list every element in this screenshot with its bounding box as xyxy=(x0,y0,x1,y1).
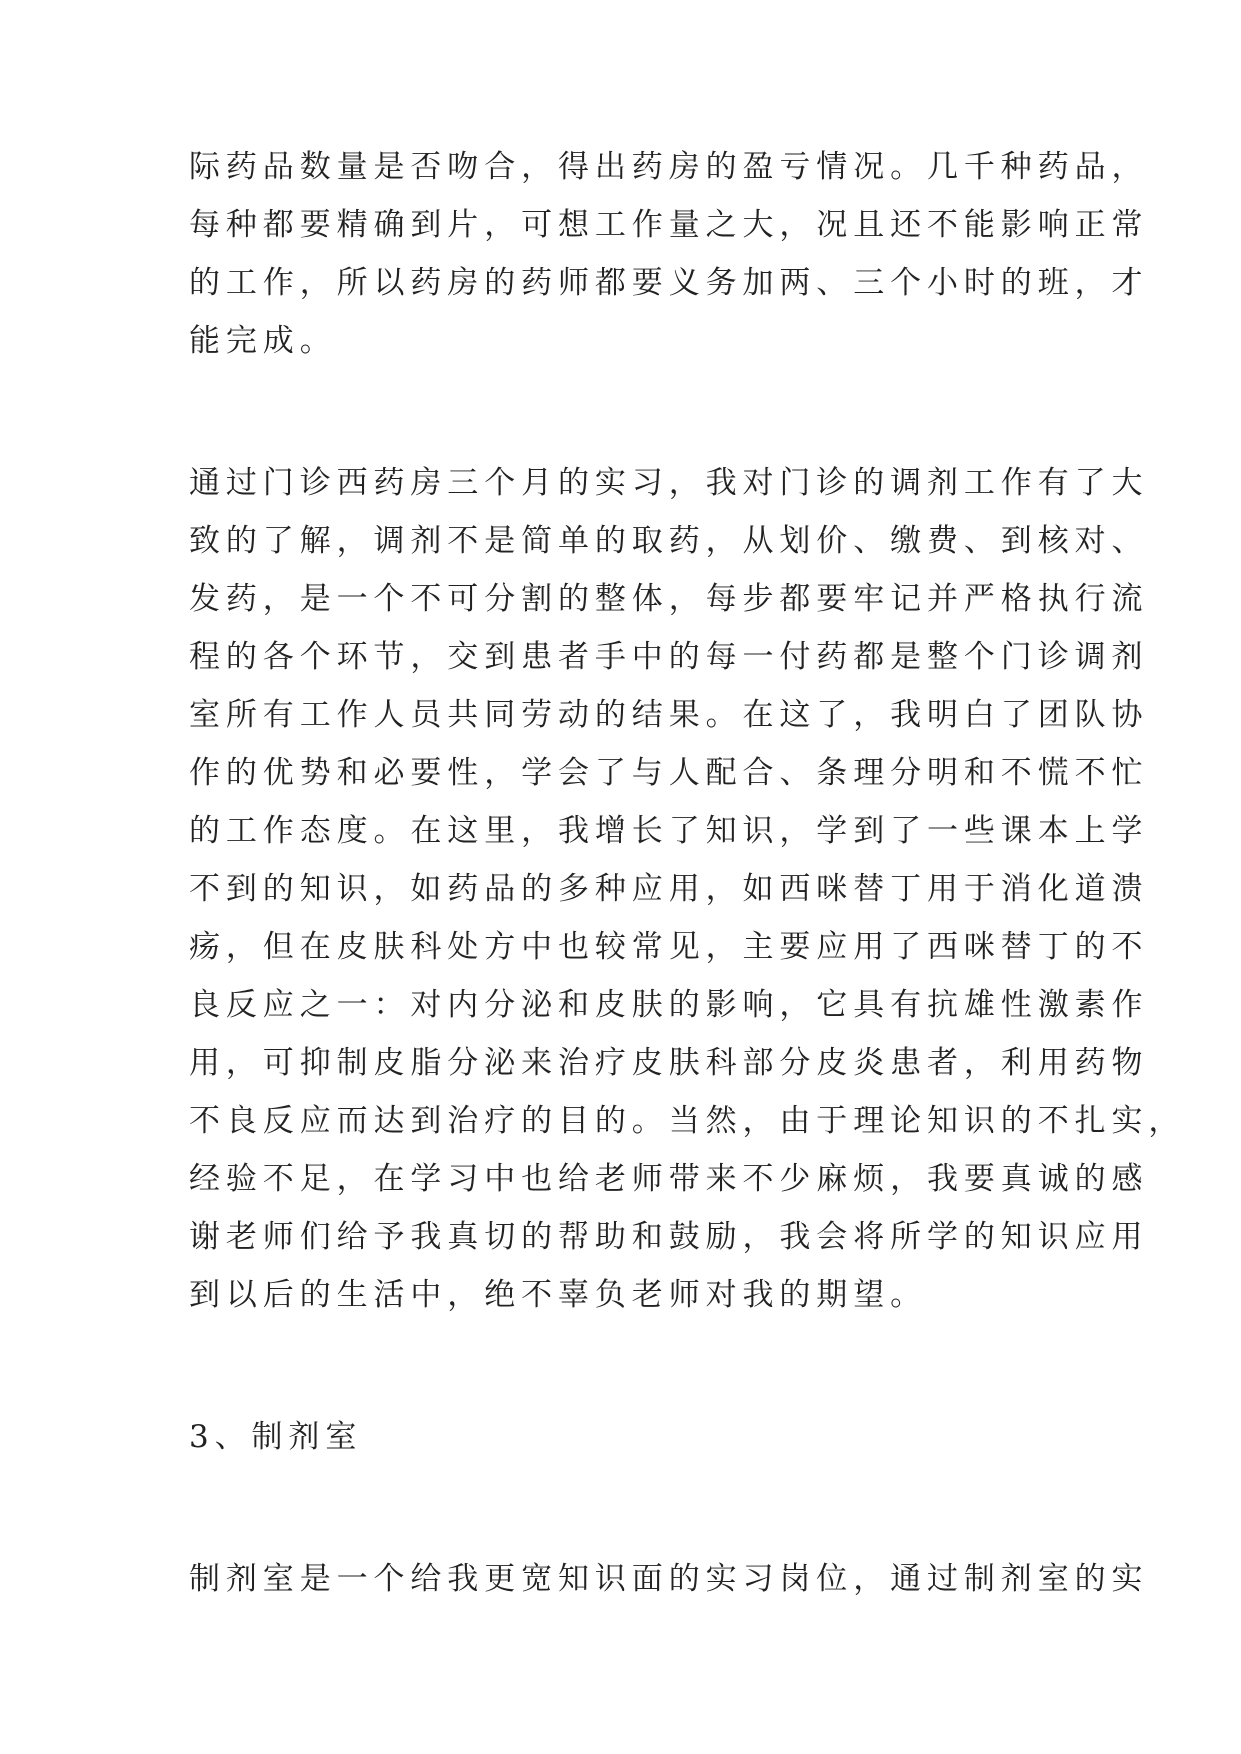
paragraph-2-line-13: 经验不足，在学习中也给老师带来不少麻烦，我要真诚的感 xyxy=(189,1161,1149,1197)
paragraph-2-line-4: 程的各个环节，交到患者手中的每一付药都是整个门诊调剂 xyxy=(189,639,1149,675)
paragraph-2-line-6: 作的优势和必要性，学会了与人配合、条理分明和不慌不忙 xyxy=(189,755,1149,791)
paragraph-2-line-5: 室所有工作人员共同劳动的结果。在这了，我明白了团队协 xyxy=(189,697,1149,733)
paragraph-2-line-2: 致的了解，调剂不是简单的取药，从划价、缴费、到核对、 xyxy=(189,523,1149,559)
paragraph-2-line-11: 用，可抑制皮脂分泌来治疗皮肤科部分皮炎患者，利用药物 xyxy=(189,1045,1149,1081)
paragraph-1-line-4: 能完成。 xyxy=(189,323,337,359)
paragraph-1-line-3: 的工作，所以药房的药师都要义务加两、三个小时的班，才 xyxy=(189,265,1149,301)
paragraph-4-line-1: 制剂室是一个给我更宽知识面的实习岗位，通过制剂室的实 xyxy=(189,1561,1149,1597)
paragraph-2-line-8: 不到的知识，如药品的多种应用，如西咪替丁用于消化道溃 xyxy=(189,871,1149,907)
paragraph-1-line-2: 每种都要精确到片，可想工作量之大，况且还不能影响正常 xyxy=(189,207,1149,243)
paragraph-2-line-9: 疡，但在皮肤科处方中也较常见，主要应用了西咪替丁的不 xyxy=(189,929,1149,965)
paragraph-1-line-1: 际药品数量是否吻合，得出药房的盈亏情况。几千种药品， xyxy=(189,149,1149,185)
paragraph-2-line-1: 通过门诊西药房三个月的实习，我对门诊的调剂工作有了大 xyxy=(189,465,1149,501)
paragraph-2-line-14: 谢老师们给予我真切的帮助和鼓励，我会将所学的知识应用 xyxy=(189,1219,1149,1255)
paragraph-2-line-10: 良反应之一：对内分泌和皮肤的影响，它具有抗雄性激素作 xyxy=(189,987,1149,1023)
paragraph-2-line-3: 发药，是一个不可分割的整体，每步都要牢记并严格执行流 xyxy=(189,581,1149,617)
section-heading: 3、制剂室 xyxy=(189,1419,363,1455)
paragraph-2-line-12: 不良反应而达到治疗的目的。当然，由于理论知识的不扎实， xyxy=(189,1103,1186,1139)
paragraph-2-line-7: 的工作态度。在这里，我增长了知识，学到了一些课本上学 xyxy=(189,813,1149,849)
paragraph-2-line-15: 到以后的生活中，绝不辜负老师对我的期望。 xyxy=(189,1277,927,1313)
